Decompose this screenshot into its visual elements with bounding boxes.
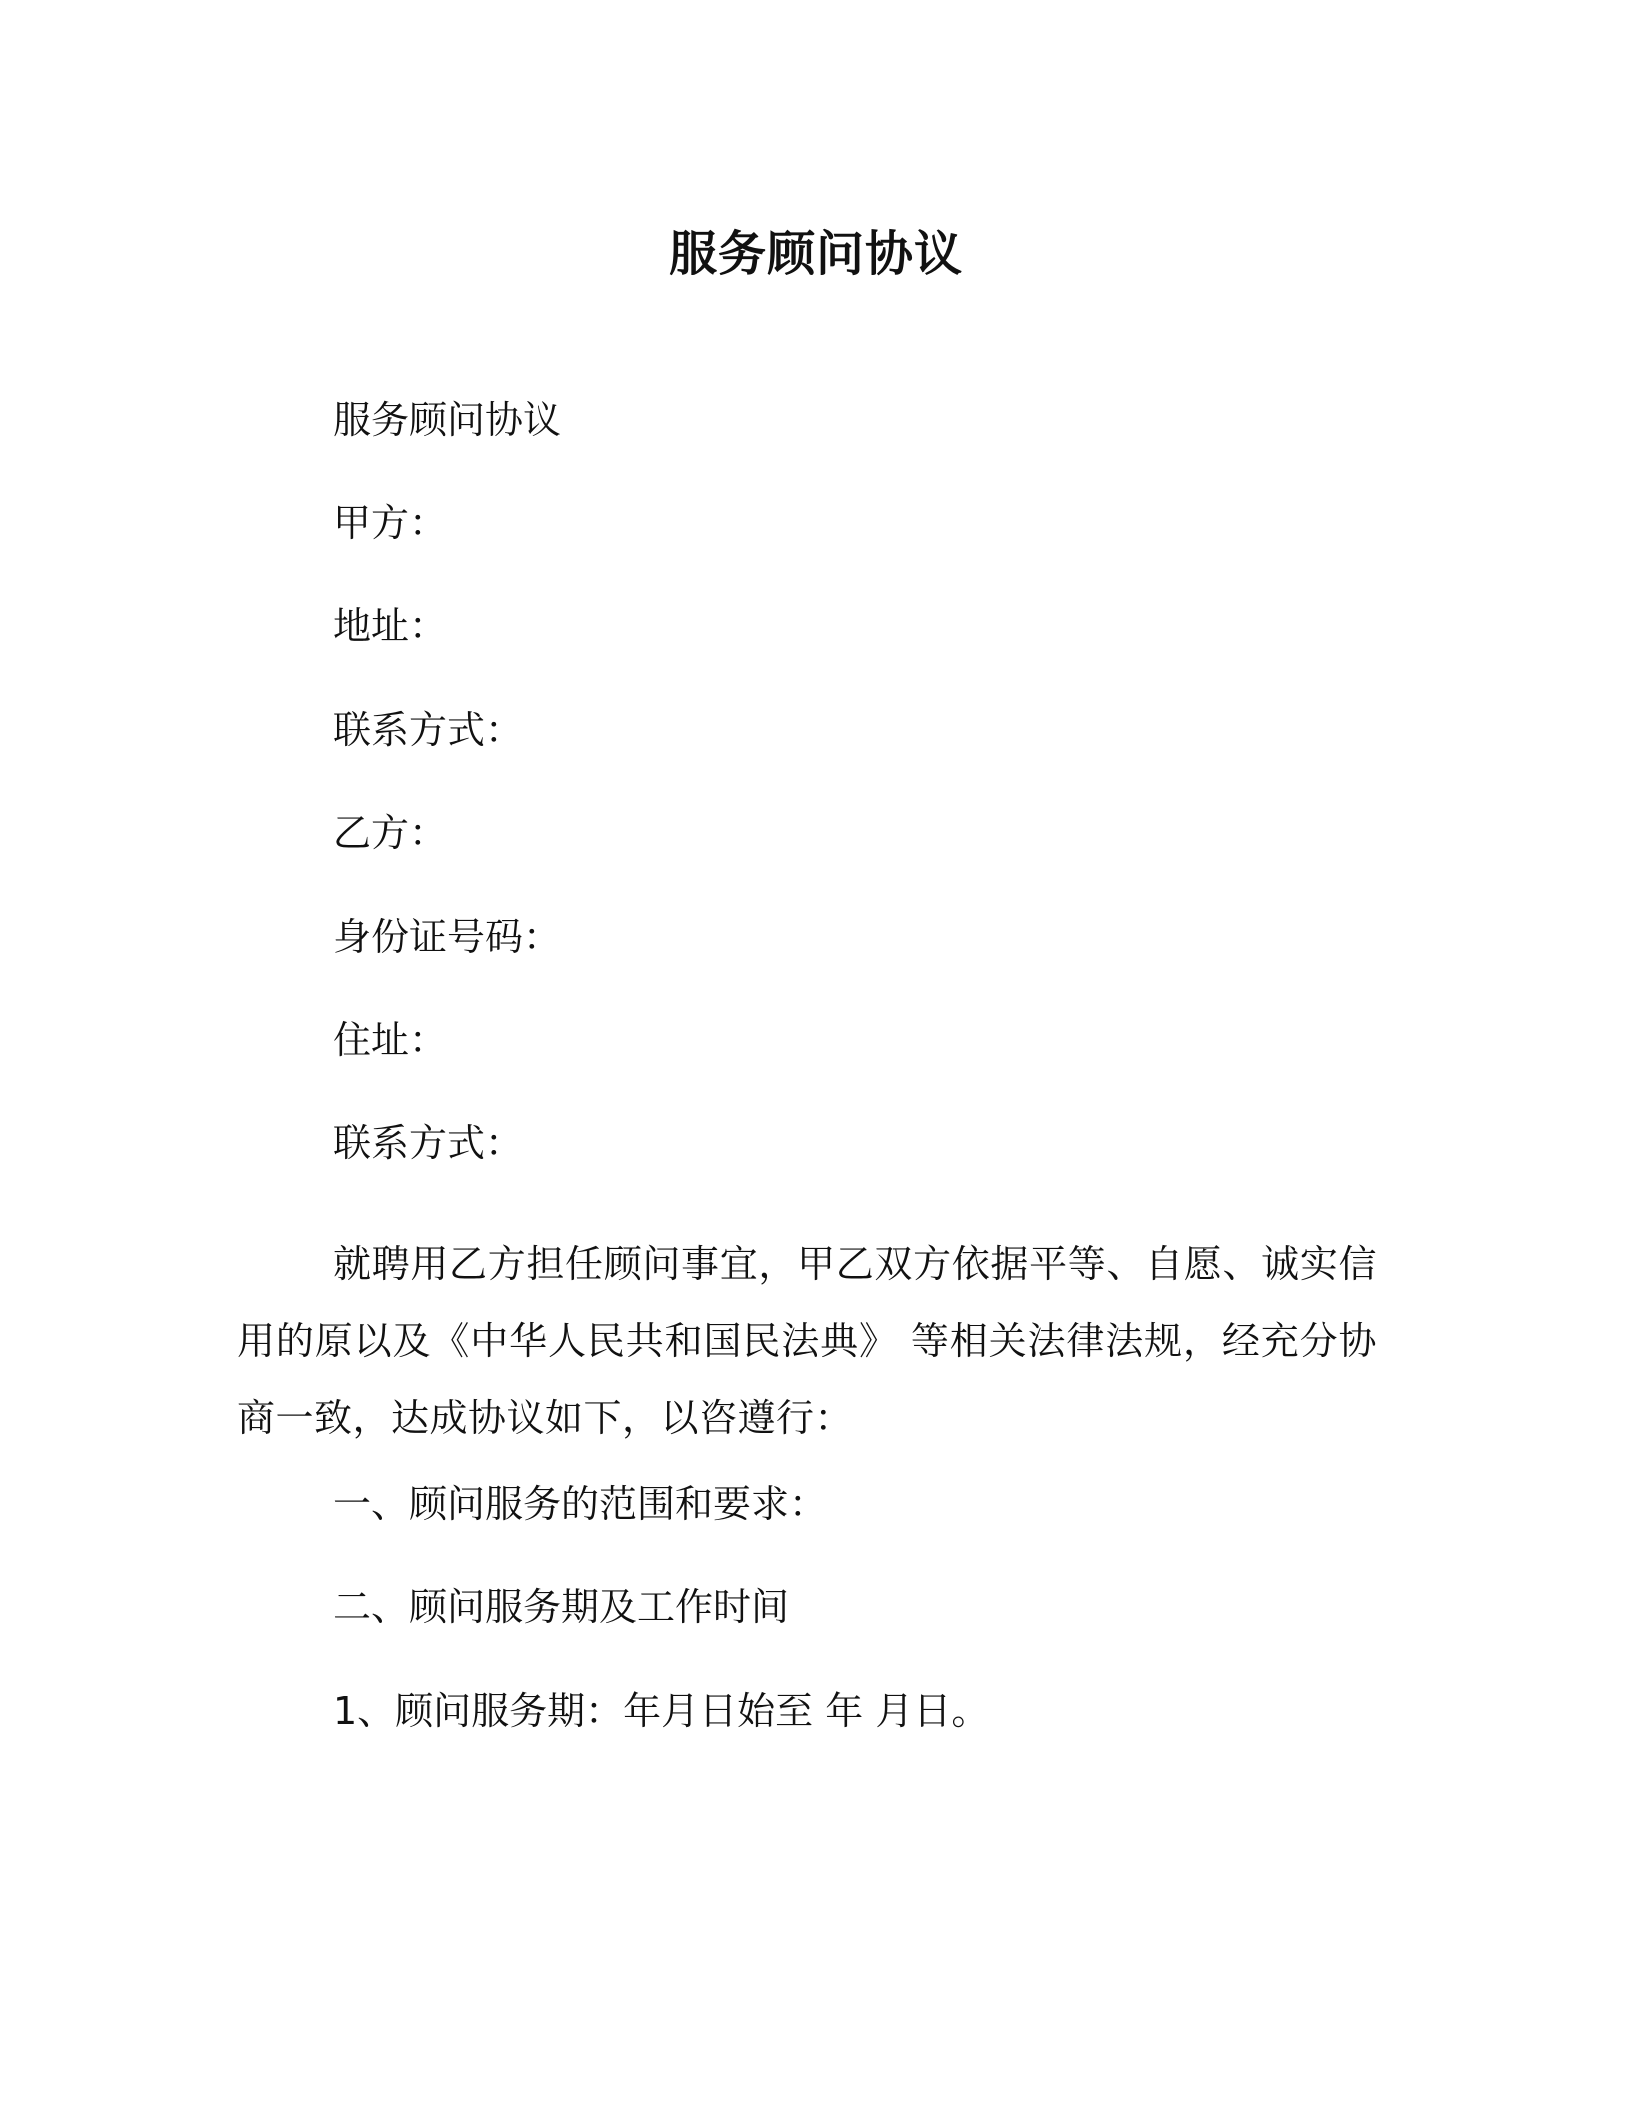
id-number-label: 身份证号码： xyxy=(333,915,562,959)
contact-b-label: 联系方式： xyxy=(333,1121,524,1165)
subtitle-line: 服务顾问协议 xyxy=(333,398,562,442)
document-title: 服务顾问协议 xyxy=(668,226,963,282)
residence-label: 住址： xyxy=(333,1018,448,1062)
party-a-label: 甲方： xyxy=(333,501,448,545)
intro-paragraph: 就聘用乙方担任顾问事宜，甲乙双方依据平等、自愿、诚实信用的原以及《中华人民共和国民法典》 等相关法律法规，经充分协商一致，达成协议如下，以咨遵行： xyxy=(237,1242,1377,1440)
section-2-heading: 二、顾问服务期及工作时间 xyxy=(333,1585,790,1629)
contact-a-label: 联系方式： xyxy=(333,708,524,752)
party-b-label: 乙方： xyxy=(333,811,448,855)
address-label: 地址： xyxy=(333,604,448,648)
section-1-heading: 一、顾问服务的范围和要求： xyxy=(333,1482,828,1526)
service-period-item: 1、顾问服务期：年月日始至 年 月日。 xyxy=(333,1689,990,1733)
